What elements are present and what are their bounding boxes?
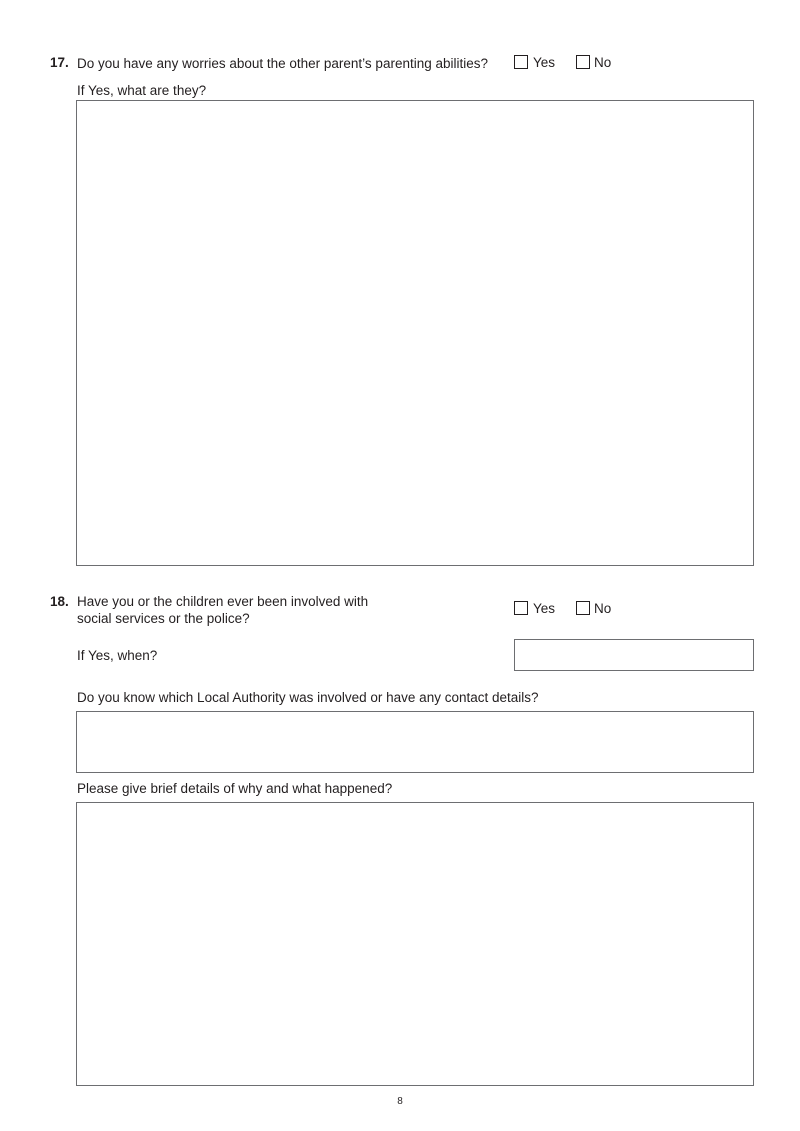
q18-no-checkbox[interactable] [576,601,590,615]
q18-authority-label: Do you know which Local Authority was involved or have any contact details? [77,690,539,705]
q17-yes-checkbox[interactable] [514,55,528,69]
q17-worries-textarea[interactable] [76,100,754,566]
q18-authority-textarea[interactable] [76,711,754,773]
q18-when-label: If Yes, when? [77,648,158,663]
question-17-number: 17. [50,55,69,70]
question-17-text: Do you have any worries about the other parent’s parenting abilities? [77,56,489,71]
page-number: 8 [397,1096,403,1107]
q17-followup-label: If Yes, what are they? [77,83,207,98]
q18-details-textarea[interactable] [76,802,754,1086]
q18-no-label: No [594,601,612,616]
question-18-line1: Have you or the children ever been involved with [77,594,369,609]
question-18-number: 18. [50,594,69,609]
q17-no-checkbox[interactable] [576,55,590,69]
q18-when-input[interactable] [514,639,754,671]
q18-yes-checkbox[interactable] [514,601,528,615]
q18-yes-label: Yes [533,601,556,616]
question-18-text [77,593,437,627]
q17-no-label: No [594,55,612,70]
q17-yes-label: Yes [533,55,556,70]
q18-details-label: Please give brief details of why and what happened? [77,781,393,796]
question-18-line2: social services or the police? [77,611,250,626]
